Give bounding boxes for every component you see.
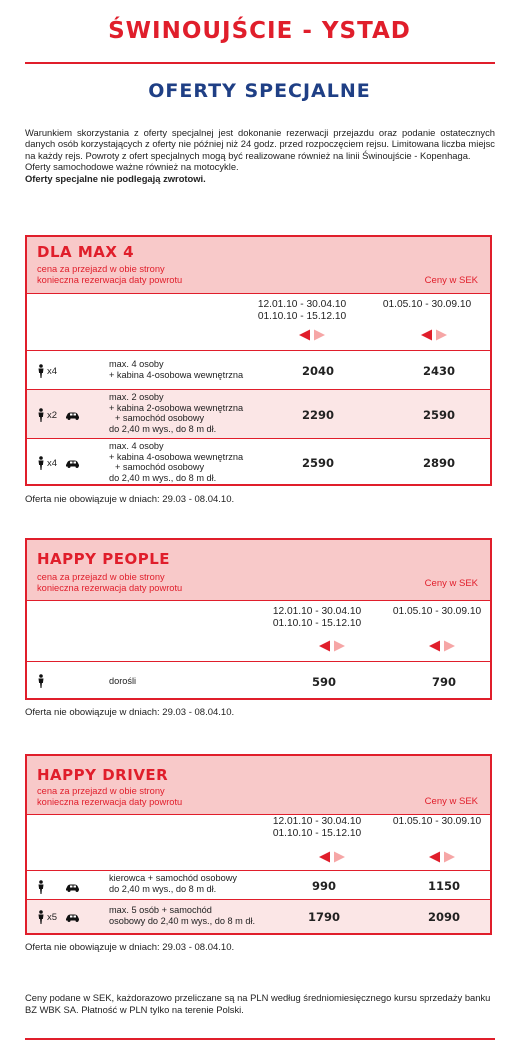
intro-no-refund: Oferty specjalne nie podlegają zwrotowi. bbox=[25, 172, 206, 184]
person-icon bbox=[37, 910, 45, 924]
price-period-2: 2430 bbox=[422, 364, 455, 378]
row-icons bbox=[37, 408, 81, 422]
row-desc-line: do 2,40 m wys., do 8 m dł. bbox=[109, 883, 217, 894]
offer-box-dla-max-4 bbox=[25, 235, 492, 486]
offer-name: HAPPY DRIVER bbox=[37, 766, 169, 784]
page-title: ŚWINOUJŚCIE - YSTAD bbox=[108, 18, 411, 44]
row-icons bbox=[37, 364, 57, 378]
row-desc-line: max. 5 osób + samochód bbox=[109, 905, 212, 915]
offer-name: DLA MAX 4 bbox=[37, 243, 135, 261]
price-period-1: 990 bbox=[311, 879, 336, 893]
person-icon bbox=[37, 364, 45, 378]
price-period-2: 2890 bbox=[422, 456, 455, 470]
row-desc-line: + samochód osobowy bbox=[115, 413, 205, 424]
arrow-left-icon bbox=[297, 329, 327, 341]
row-icons bbox=[37, 880, 81, 894]
row-description bbox=[109, 905, 255, 926]
person-icon bbox=[37, 674, 45, 688]
table-row bbox=[27, 390, 490, 438]
price-period-2: 790 bbox=[431, 675, 456, 689]
header-divider bbox=[27, 600, 490, 601]
offer-sub-1: cena za przejazd w obie strony bbox=[37, 264, 165, 274]
offer-sub-2: konieczna rezerwacja daty powrotu bbox=[37, 275, 183, 285]
row-desc-line: + kabina 4-osobowa wewnętrzna bbox=[109, 369, 244, 380]
header-divider bbox=[27, 814, 490, 815]
price-period-1: 2040 bbox=[301, 364, 334, 378]
table-row bbox=[27, 439, 490, 484]
header-divider bbox=[27, 293, 490, 294]
car-icon bbox=[65, 883, 81, 892]
row-description bbox=[109, 392, 243, 434]
arrow-left-icon bbox=[427, 640, 457, 652]
period-1-dates bbox=[257, 606, 377, 629]
row-desc-line: do 2,40 m wys., do 8 m dł. bbox=[109, 472, 217, 483]
table-row bbox=[27, 351, 490, 389]
price-period-2: 2090 bbox=[427, 910, 460, 924]
period-1-range-a: 12.01.10 - 30.04.10 bbox=[272, 606, 362, 617]
period-1-range-b: 01.10.10 - 15.12.10 bbox=[272, 617, 362, 629]
row-desc-line: + samochód osobowy bbox=[115, 462, 205, 473]
intro-text bbox=[25, 127, 495, 184]
arrow-left-icon bbox=[317, 640, 347, 652]
car-icon bbox=[65, 411, 81, 420]
offer-box-happy-people bbox=[25, 538, 492, 700]
person-count: x5 bbox=[47, 911, 58, 923]
row-desc-line: dorośli bbox=[109, 676, 137, 686]
person-icon bbox=[37, 408, 45, 422]
period-2-dates: 01.05.10 - 30.09.10 bbox=[392, 606, 482, 617]
offer-note: Oferta nie obowiązuje w dniach: 29.03 - 08.04.10. bbox=[25, 494, 235, 505]
price-period-1: 2290 bbox=[301, 408, 334, 422]
row-desc-line: do 2,40 m wys., do 8 m dł. bbox=[109, 423, 217, 434]
row-desc-line: + kabina 2-osobowa wewnętrzna bbox=[109, 402, 244, 413]
price-period-2: 2590 bbox=[422, 408, 455, 422]
intro-motorcycles: Oferty samochodowe ważne również na motocykle. bbox=[25, 161, 239, 173]
row-desc-line: max. 4 osoby bbox=[109, 441, 164, 451]
offer-note: Oferta nie obowiązuje w dniach: 29.03 - 08.04.10. bbox=[25, 707, 235, 718]
offer-header bbox=[27, 540, 490, 600]
offer-box-happy-driver bbox=[25, 754, 492, 935]
period-1-range-b: 01.10.10 - 15.12.10 bbox=[257, 310, 347, 322]
arrow-left-icon bbox=[317, 851, 347, 863]
row-desc-line: max. 4 osoby bbox=[109, 359, 164, 369]
offer-sub-1: cena za przejazd w obie strony bbox=[37, 572, 165, 582]
row-icons bbox=[37, 456, 81, 470]
offer-sub-2: konieczna rezerwacja daty powrotu bbox=[37, 583, 183, 593]
person-count: x4 bbox=[47, 365, 58, 377]
currency-note: Ceny w SEK bbox=[424, 796, 478, 807]
page-subtitle: OFERTY SPECJALNE bbox=[148, 80, 371, 102]
table-row bbox=[27, 900, 490, 933]
price-period-2: 1150 bbox=[427, 879, 460, 893]
arrow-left-icon bbox=[427, 851, 457, 863]
footer-divider bbox=[25, 1038, 495, 1040]
title-divider bbox=[25, 62, 495, 64]
currency-note: Ceny w SEK bbox=[424, 578, 478, 589]
intro-terms: Warunkiem skorzystania z oferty specjalnej jest dokonanie rezerwacji przejazdu oraz podanie ostatecznych danych osób korzystających z oferty nie później niż 24 godz. przed rozpoczęciem rejsu. Limitowana liczba miejsc na każdy rejs. Powroty z ofert specjalnych mogą być realizowane również na linii Świnoujście - Kopenhaga. bbox=[25, 127, 495, 161]
period-1-dates bbox=[242, 299, 362, 322]
row-description bbox=[109, 873, 237, 894]
period-2-dates: 01.05.10 - 30.09.10 bbox=[392, 816, 482, 827]
offer-sub-2: konieczna rezerwacja daty powrotu bbox=[37, 797, 183, 807]
person-icon bbox=[37, 880, 45, 894]
price-period-1: 2590 bbox=[301, 456, 334, 470]
row-description bbox=[109, 441, 243, 483]
table-row bbox=[27, 662, 490, 698]
table-row bbox=[27, 871, 490, 899]
row-description bbox=[109, 676, 136, 687]
person-icon bbox=[37, 456, 45, 470]
period-2-dates: 01.05.10 - 30.09.10 bbox=[382, 299, 472, 310]
period-1-range-a: 12.01.10 - 30.04.10 bbox=[257, 299, 347, 310]
row-desc-line: + kabina 4-osobowa wewnętrzna bbox=[109, 451, 244, 462]
currency-note: Ceny w SEK bbox=[424, 275, 478, 286]
car-icon bbox=[65, 459, 81, 468]
offer-header bbox=[27, 237, 490, 293]
offer-note: Oferta nie obowiązuje w dniach: 29.03 - 08.04.10. bbox=[25, 942, 235, 953]
offer-header bbox=[27, 756, 490, 814]
row-icons bbox=[37, 674, 45, 688]
person-count: x4 bbox=[47, 457, 58, 469]
period-1-range-b: 01.10.10 - 15.12.10 bbox=[272, 827, 362, 839]
row-icons bbox=[37, 910, 81, 924]
price-period-1: 590 bbox=[311, 675, 336, 689]
period-1-range-a: 12.01.10 - 30.04.10 bbox=[272, 816, 362, 827]
row-desc-line: max. 2 osoby bbox=[109, 392, 164, 402]
offer-name: HAPPY PEOPLE bbox=[37, 550, 171, 568]
period-1-dates bbox=[257, 816, 377, 839]
row-desc-line: osobowy do 2,40 m wys., do 8 m dł. bbox=[109, 915, 256, 926]
row-description bbox=[109, 359, 243, 380]
person-count: x2 bbox=[47, 409, 58, 421]
arrow-left-icon bbox=[419, 329, 449, 341]
offer-sub-1: cena za przejazd w obie strony bbox=[37, 786, 165, 796]
row-desc-line: kierowca + samochód osobowy bbox=[109, 873, 237, 883]
footer-note: Ceny podane w SEK, każdorazowo przeliczane są na PLN według średniomiesięcznego kursu sprzedaży banku BZ WBK SA. Płatność w PLN tylko na terenie Polski. bbox=[25, 992, 491, 1015]
car-icon bbox=[65, 913, 81, 922]
price-period-1: 1790 bbox=[307, 910, 340, 924]
